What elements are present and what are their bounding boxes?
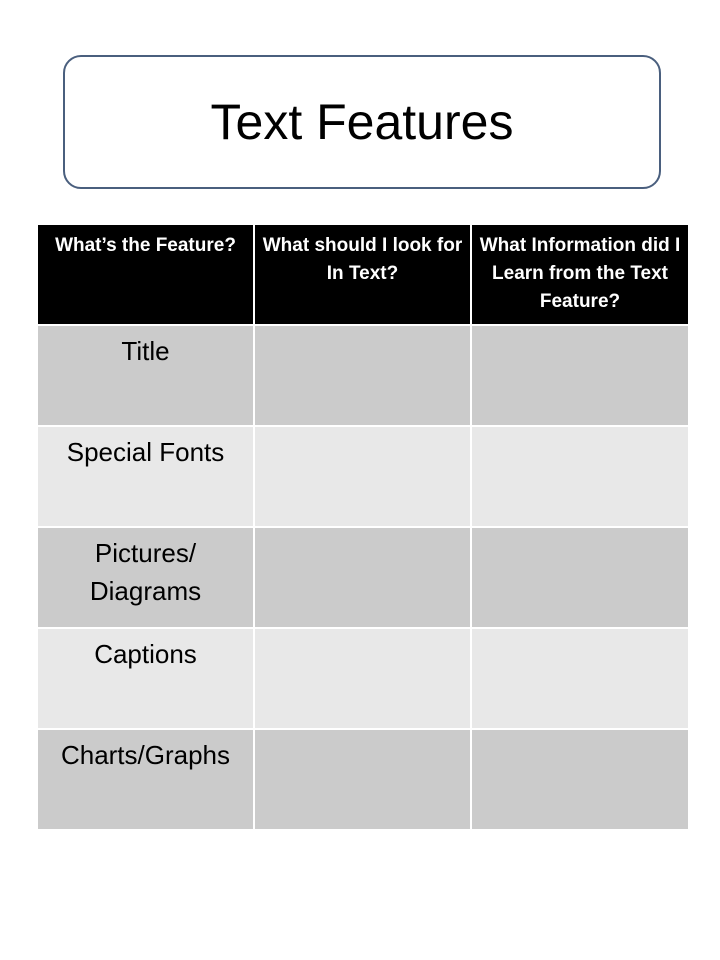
look-for-cell[interactable] [254,426,471,527]
table-row [37,426,689,527]
header-feature: What’s the Feature? [37,224,254,325]
header-learned: What Information did I Learn from the Text Feature? [471,224,689,325]
feature-cell: Captions [37,628,254,729]
page-title: Text Features [210,94,514,150]
learned-cell[interactable] [471,527,689,628]
feature-cell: Pictures/ Diagrams [37,527,254,628]
table-row [37,628,689,729]
look-for-cell[interactable] [254,527,471,628]
feature-cell: Charts/Graphs [37,729,254,830]
table-row [37,325,689,426]
learned-cell[interactable] [471,628,689,729]
feature-cell: Title [37,325,254,426]
feature-cell: Special Fonts [37,426,254,527]
look-for-cell[interactable] [254,325,471,426]
table-header-row [37,224,689,325]
look-for-cell[interactable] [254,729,471,830]
learned-cell[interactable] [471,426,689,527]
text-features-table [36,223,690,831]
table-row [37,729,689,830]
table-row [37,527,689,628]
learned-cell[interactable] [471,325,689,426]
header-look-for: What should I look for In Text? [254,224,471,325]
title-box [63,55,661,189]
look-for-cell[interactable] [254,628,471,729]
learned-cell[interactable] [471,729,689,830]
